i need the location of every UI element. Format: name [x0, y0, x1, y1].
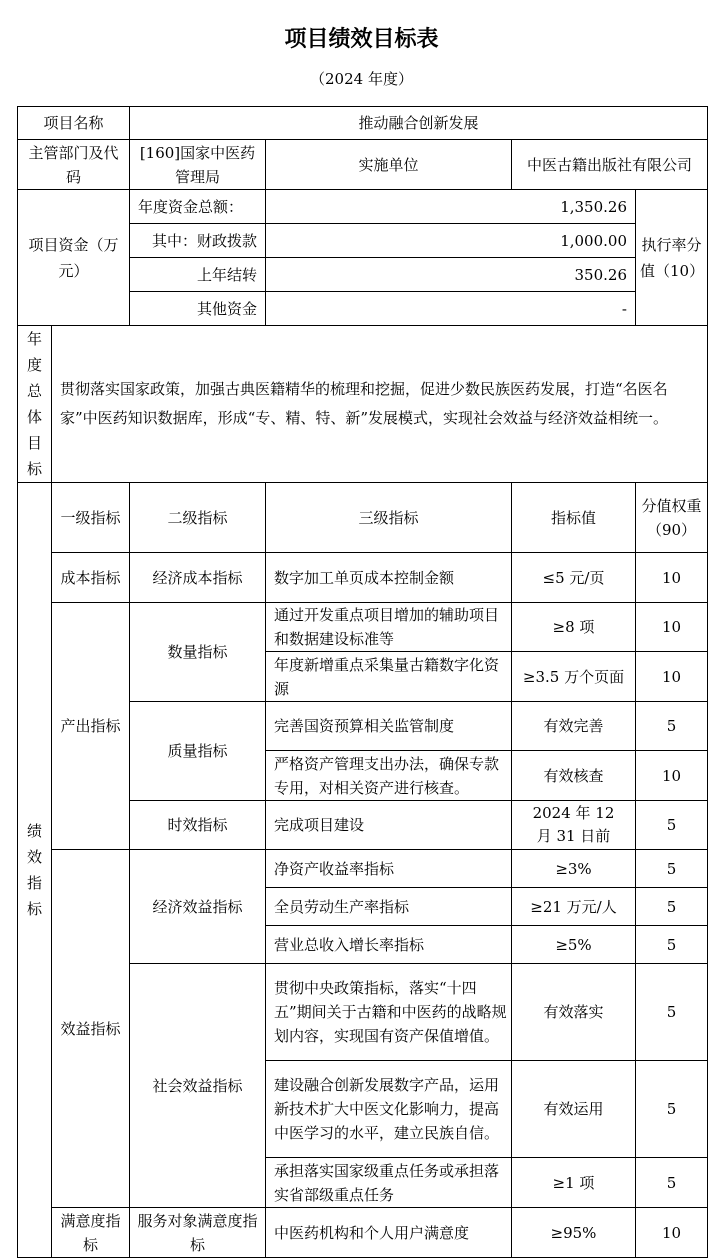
indicator-weight: 5: [636, 801, 708, 850]
indicator-value: ≥8 项: [512, 603, 636, 652]
level3-indicator: 年度新增重点采集量古籍数字化资源: [266, 652, 512, 702]
indicator-value: ≥3%: [512, 850, 636, 888]
level3-indicator: 建设融合创新发展数字产品，运用新技术扩大中医文化影响力，提高中医学习的水平，建立民族自信。: [266, 1061, 512, 1158]
department-value: [160]国家中医药管理局: [130, 140, 266, 190]
indicator-weight: 5: [636, 702, 708, 751]
indicator-weight: 10: [636, 1208, 708, 1258]
output-indicator: 产出指标: [52, 603, 130, 850]
satisfaction-indicator: 满意度指标: [52, 1208, 130, 1258]
indicator-weight: 10: [636, 553, 708, 603]
indicator-weight: 10: [636, 603, 708, 652]
header-level1: 一级指标: [52, 483, 130, 553]
level3-indicator: 贯彻中央政策指标，落实“十四五”期间关于古籍和中医药的战略规划内容，实现国有资产保值增值。: [266, 964, 512, 1061]
indicator-value: 有效运用: [512, 1061, 636, 1158]
fund-row-label: 上年结转: [130, 258, 266, 292]
level3-indicator: 中医药机构和个人用户满意度: [266, 1208, 512, 1258]
economic-cost-indicator: 经济成本指标: [130, 553, 266, 603]
level3-indicator: 全员劳动生产率指标: [266, 888, 512, 926]
indicator-value: 2024 年 12 月 31 日前: [512, 801, 636, 850]
cost-indicator: 成本指标: [52, 553, 130, 603]
indicator-value: 有效核查: [512, 751, 636, 801]
quality-indicator: 质量指标: [130, 702, 266, 801]
implementing-unit-label: 实施单位: [266, 140, 512, 190]
overall-goal-label: 年 度 总 体 目 标: [18, 326, 52, 483]
indicator-value: ≥1 项: [512, 1158, 636, 1208]
indicator-value: ≥95%: [512, 1208, 636, 1258]
header-value: 指标值: [512, 483, 636, 553]
overall-goal-text: 贯彻落实国家政策，加强古典医籍精华的梳理和挖掘，促进少数民族医药发展，打造“名医名家”中医药知识数据库，形成“专、精、特、新”发展模式，实现社会效益与经济效益相统一。: [52, 326, 708, 483]
fund-row-value: 1,000.00: [266, 224, 636, 258]
project-name-value: 推动融合创新发展: [130, 107, 708, 140]
indicator-value: 有效完善: [512, 702, 636, 751]
header-level2: 二级指标: [130, 483, 266, 553]
level3-indicator: 承担落实国家级重点任务或承担落实省部级重点任务: [266, 1158, 512, 1208]
project-name-label: 项目名称: [18, 107, 130, 140]
fund-row-value: -: [266, 292, 636, 326]
indicator-weight: 5: [636, 1158, 708, 1208]
quantity-indicator: 数量指标: [130, 603, 266, 702]
level3-indicator: 严格资产管理支出办法，确保专款专用，对相关资产进行核查。: [266, 751, 512, 801]
timeliness-indicator: 时效指标: [130, 801, 266, 850]
year-subtitle: （2024 年度）: [310, 70, 413, 88]
implementing-unit-value: 中医古籍出版社有限公司: [512, 140, 708, 190]
fund-row-value: 1,350.26: [266, 190, 636, 224]
department-label: 主管部门及代码: [18, 140, 130, 190]
header-level3: 三级指标: [266, 483, 512, 553]
indicator-value: ≥21 万元/人: [512, 888, 636, 926]
level3-indicator: 完成项目建设: [266, 801, 512, 850]
indicator-value: ≥5%: [512, 926, 636, 964]
performance-goal-table: [17, 106, 708, 1258]
social-benefit-indicator: 社会效益指标: [130, 964, 266, 1208]
performance-indicator-label: 绩 效 指 标: [18, 483, 52, 1258]
indicator-weight: 5: [636, 850, 708, 888]
header-weight: 分值权重（90）: [636, 483, 708, 553]
project-funds-label: 项目资金（万元）: [18, 190, 130, 326]
fund-row-value: 350.26: [266, 258, 636, 292]
economic-benefit-indicator: 经济效益指标: [130, 850, 266, 964]
benefit-indicator: 效益指标: [52, 850, 130, 1208]
indicator-value: ≥3.5 万个页面: [512, 652, 636, 702]
level3-indicator: 数字加工单页成本控制金额: [266, 553, 512, 603]
indicator-weight: 5: [636, 964, 708, 1061]
indicator-value: 有效落实: [512, 964, 636, 1061]
fund-row-label: 其他资金: [130, 292, 266, 326]
level3-indicator: 完善国资预算相关监管制度: [266, 702, 512, 751]
level3-indicator: 净资产收益率指标: [266, 850, 512, 888]
indicator-weight: 10: [636, 751, 708, 801]
level3-indicator: 通过开发重点项目增加的辅助项目和数据建设标准等: [266, 603, 512, 652]
indicator-weight: 10: [636, 652, 708, 702]
service-satisfaction-indicator: 服务对象满意度指标: [130, 1208, 266, 1258]
execution-rate-label: 执行率分值（10）: [636, 190, 708, 326]
page-title: 项目绩效目标表: [284, 27, 439, 52]
fund-row-label: 其中：财政拨款: [130, 224, 266, 258]
level3-indicator: 营业总收入增长率指标: [266, 926, 512, 964]
indicator-value: ≤5 元/页: [512, 553, 636, 603]
indicator-weight: 5: [636, 888, 708, 926]
fund-row-label: 年度资金总额：: [130, 190, 266, 224]
indicator-weight: 5: [636, 926, 708, 964]
indicator-weight: 5: [636, 1061, 708, 1158]
